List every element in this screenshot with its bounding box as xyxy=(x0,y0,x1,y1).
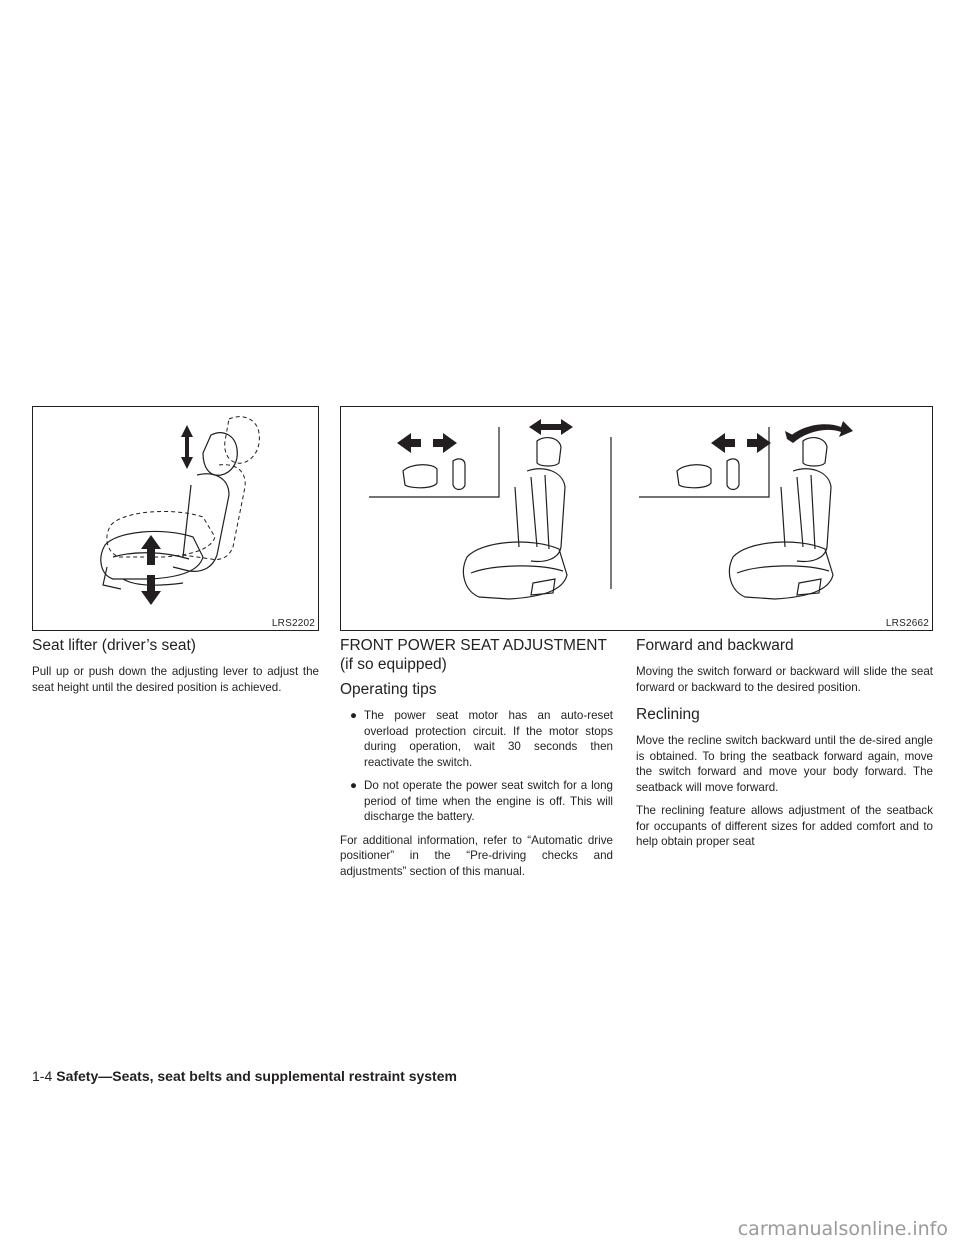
page-footer xyxy=(32,1068,457,1084)
operating-tips-list xyxy=(340,708,613,825)
list-item-text: Do not operate the power seat switch for a long period of time when the engine is off. This will discharge the battery. xyxy=(364,779,613,823)
column-seat-lifter xyxy=(32,636,319,703)
power-seat-illustration xyxy=(341,407,934,632)
paragraph-additional-info: For additional information, refer to “Automatic drive positioner” in the “Pre-driving checks and adjustments” section of this manual. xyxy=(340,833,613,878)
list-item xyxy=(350,778,613,825)
bullet-icon: ● xyxy=(350,779,358,792)
watermark: carmanualsonline.info xyxy=(737,1218,948,1240)
bullet-icon: ● xyxy=(350,709,358,722)
paragraph-forward-backward: Moving the switch forward or backward will slide the seat forward or backward to the desired position. xyxy=(636,665,933,694)
section-title xyxy=(340,636,613,674)
figure-power-seat xyxy=(340,406,933,631)
paragraph-seat-lifter: Pull up or push down the adjusting lever to adjust the seat height until the desired position is achieved. xyxy=(32,665,319,694)
section-title-line-2: (if so equipped) xyxy=(340,656,447,673)
page-number: 1-4 xyxy=(32,1068,53,1084)
chapter-title: Safety—Seats, seat belts and supplemental restraint system xyxy=(56,1068,457,1084)
figure-id-right: LRS2662 xyxy=(885,618,929,629)
heading-operating-tips: Operating tips xyxy=(340,681,437,698)
figure-id-left: LRS2202 xyxy=(271,618,315,629)
heading-seat-lifter: Seat lifter (driver’s seat) xyxy=(32,637,196,654)
list-item-text: The power seat motor has an auto-reset overload protection circuit. If the motor stops during operation, wait 30 seconds then reactivate the switch. xyxy=(364,709,613,769)
column-forward-reclining xyxy=(636,636,933,858)
list-item xyxy=(350,708,613,770)
heading-reclining: Reclining xyxy=(636,706,700,723)
seat-lifter-illustration xyxy=(33,407,320,632)
section-title-line-1: FRONT POWER SEAT ADJUSTMENT xyxy=(340,637,607,654)
column-front-power-seat xyxy=(340,636,613,887)
heading-forward-backward: Forward and backward xyxy=(636,637,794,654)
paragraph-reclining-1: Move the recline switch backward until the de-sired angle is obtained. To bring the seatback forward again, move the switch forward and move your body forward. The seatback will move forward. xyxy=(636,734,933,794)
figure-seat-lifter xyxy=(32,406,319,631)
paragraph-reclining-2: The reclining feature allows adjustment of the seatback for occupants of different sizes for added comfort and to help obtain proper seat xyxy=(636,804,933,848)
